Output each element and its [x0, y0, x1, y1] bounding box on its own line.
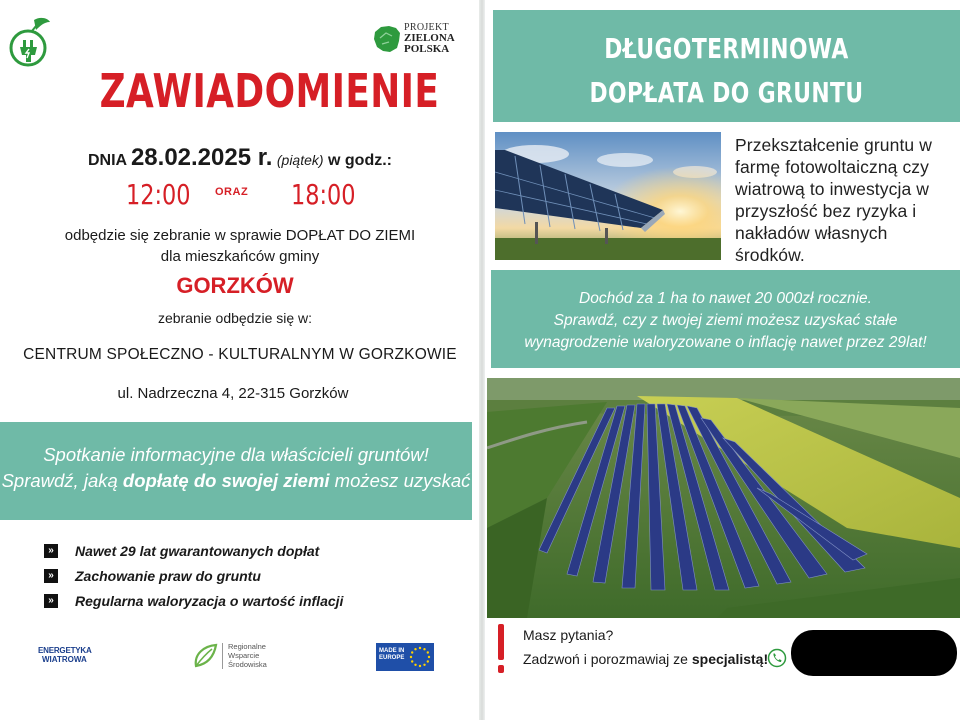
logo-rws-line2: Wsparcie	[228, 651, 260, 660]
eu-stars-icon	[408, 645, 432, 669]
venue-address: ul. Nadrzeczna 4, 22-315 Gorzków	[117, 385, 349, 402]
income-band-line1: Dochód za 1 ha to nawet 20 000zł rocznie.	[579, 290, 872, 307]
meeting-time-first: 12:00	[126, 178, 191, 211]
info-band-line1: Spotkanie informacyjne dla właścicieli gruntów!	[43, 444, 429, 465]
info-band-line2-bold: dopłatę do swojej ziemi	[122, 470, 330, 491]
double-chevron-icon: »	[44, 569, 58, 583]
list-item-label: Zachowanie praw do gruntu	[75, 567, 261, 584]
right-header-line2: DOPŁATA DO GRUNTU	[589, 76, 864, 109]
town-name: GORZKÓW	[176, 273, 294, 298]
phone-icon	[767, 648, 787, 668]
made-in-europe-logo	[376, 643, 434, 671]
logo-rws-line3: Środowiska	[228, 660, 267, 669]
meeting-description-line1: odbędzie się zebranie w sprawie DOPŁAT DO ZIEMI	[64, 227, 416, 244]
projekt-zielona-polska-logo	[372, 22, 464, 58]
income-band	[491, 270, 960, 368]
regionalne-wsparcie-logo	[192, 642, 292, 672]
double-chevron-icon: »	[44, 594, 58, 608]
info-band-line2-part2: możesz uzyskać	[329, 470, 471, 491]
logo-rws-text	[228, 642, 267, 669]
notice-title: ZAWIADOMIENIE	[99, 64, 440, 118]
income-band-line3: wynagrodzenie waloryzowane o inflację nawet przez 29lat!	[524, 334, 927, 351]
list-item	[44, 588, 343, 613]
venue-name: CENTRUM SPOŁECZNO - KULTURALNYM W GORZKOWIE	[23, 346, 457, 363]
right-header-line1: DŁUGOTERMINOWA	[604, 32, 849, 65]
right-header-band	[493, 10, 960, 122]
double-chevron-icon: »	[44, 544, 58, 558]
date-suffix: w godz.:	[328, 152, 392, 169]
logo-text-polska: POLSKA	[404, 43, 450, 55]
list-item-label: Regularna waloryzacja o wartość inflacji	[75, 592, 344, 609]
info-band-line2-part1: Sprawdź, jaką	[1, 470, 123, 491]
energetyka-wiatrowa-logo	[38, 646, 118, 668]
meeting-description-line2: dla mieszkańców gminy	[160, 248, 320, 265]
meeting-time-second: 18:00	[291, 178, 356, 211]
info-band	[0, 422, 472, 520]
income-band-line2: Sprawdź, czy z twojej ziemi możesz uzyskać stałe	[553, 312, 898, 329]
info-band-line2	[0, 470, 472, 492]
logo-eu-line1: MADE IN	[379, 648, 405, 654]
logo-text-zielona: ZIELONA	[404, 32, 455, 44]
logo-ew-line2: WIATROWA	[42, 655, 87, 664]
right-page	[485, 0, 960, 720]
meeting-date: 28.02.2025 r.	[130, 144, 273, 171]
benefits-list	[44, 538, 343, 613]
solar-panels-sunset-photo	[495, 132, 721, 260]
times-connector: ORAZ	[215, 186, 249, 198]
contact-question: Masz pytania?	[523, 627, 614, 643]
date-line	[0, 144, 480, 172]
logo-text-projekt: PROJEKT	[404, 22, 449, 33]
contact-call-bold: specjalistą!	[691, 651, 769, 667]
meeting-weekday: (piątek)	[276, 152, 324, 168]
contact-call-to-action	[523, 651, 768, 667]
solar-farm-aerial-photo	[487, 378, 960, 618]
logo-ew-line1: ENERGETYKA	[38, 646, 92, 655]
investment-description: Przekształcenie gruntu w farmę fotowoltaiczną czy wiatrową to inwestycja w przyszłość bez ryzyka i nakładów własnych środków.	[735, 135, 932, 265]
redacted-phone-number	[791, 630, 957, 676]
meeting-description	[0, 225, 480, 267]
logo-eu-line2: EUROPE	[379, 655, 405, 661]
leaf-icon	[192, 642, 218, 670]
logo-rws-line1: Regionalne	[228, 642, 266, 651]
poland-map-icon	[372, 24, 402, 54]
location-intro: zebranie odbędzie się w:	[157, 310, 313, 326]
exclamation-icon	[497, 624, 505, 674]
contact-call-part1: Zadzwoń i porozmawiaj ze	[523, 651, 692, 667]
logo-separator	[222, 643, 223, 669]
list-item	[44, 538, 343, 563]
date-prefix: DNIA	[87, 152, 127, 169]
list-item	[44, 563, 343, 588]
logo-eu-text	[379, 648, 404, 662]
list-item-label: Nawet 29 lat gwarantowanych dopłat	[75, 542, 320, 559]
green-plug-leaf-icon	[6, 14, 54, 70]
